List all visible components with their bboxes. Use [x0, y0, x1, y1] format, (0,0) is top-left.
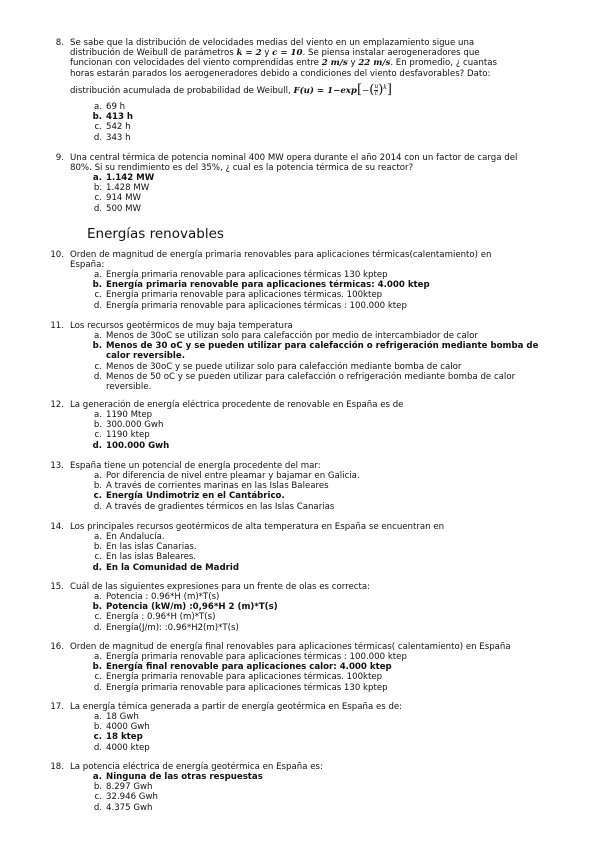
- option-c[interactable]: c. Energía : 0.96*H (m)*T(s): [94, 612, 216, 623]
- option-d[interactable]: d. A través de gradientes térmicos en las Islas Canarias: [93, 501, 335, 512]
- question-text: Cuál de las siguientes expresiones para un frente de olas es correcta:: [70, 582, 371, 592]
- option-c[interactable]: c. Energía primaria renovable para aplicaciones térmicas. 100ktep: [94, 672, 383, 683]
- option-d[interactable]: d. Menos de 50 oC y se pueden utilizar para calefacción o refrigeración mediante bomba de calor reversible.: [93, 371, 516, 393]
- option-b[interactable]: b. 1.428 MW: [93, 183, 150, 194]
- option-b[interactable]: b. Menos de 30 oC y se pueden utilizar para calefacción o refrigeración mediante bomba de calor reversible.: [92, 341, 539, 362]
- option-d[interactable]: d. En la Comunidad de Madrid: [92, 562, 239, 573]
- option-d[interactable]: d. Energía(J/m): :0.96*H2(m)*T(s): [93, 622, 239, 633]
- option-a[interactable]: a. Potencia : 0.96*H (m)*T(s): [94, 592, 220, 602]
- question-text: La generación de energía eléctrica procedente de renovable en España es de: [70, 400, 404, 410]
- option-d[interactable]: d. 100.000 Gwh: [92, 440, 170, 451]
- options: [90, 471, 560, 512]
- question-text: La potencia eléctrica de energía geotérmica en España es:: [70, 762, 323, 772]
- question-number: 8.: [55, 38, 64, 48]
- question-number: 10.: [50, 250, 64, 260]
- option-d[interactable]: d. 500 MW: [93, 203, 142, 214]
- question-text: Orden de magnitud de energía primaria renovables para aplicaciones térmicas(calentamiento) en España:: [70, 250, 492, 271]
- option-b[interactable]: b. 8.297 Gwh: [93, 782, 153, 793]
- options: [90, 270, 560, 311]
- question-number: 15.: [50, 582, 64, 592]
- options: [90, 652, 560, 693]
- option-c[interactable]: c. 1190 ktep: [94, 430, 150, 441]
- options: [90, 592, 560, 633]
- option-b[interactable]: b. Energía primaria renovable para aplicaciones térmicas: 4.000 ktep: [92, 280, 430, 291]
- question-text: Se sabe que la distribución de velocidades medias del viento en un emplazamiento sigue una distribución de Weibull de parámetros k = 2 y c = 10. Se piensa instalar aerogeneradores que funcionan con velocidades del viento comprendidas entre 2 m/s y 22 m/s. En promedio, ¿ cuantas horas estarán parados los aerogeneradores debido a condiciones del viento desfavorables? Dato: distribución acumulada de probabilidad de Weibull, F(u) = 1−exp[−( $\frac{u}{c}$ )$^k$]: [70, 38, 497, 98]
- option-c[interactable]: c. Menos de 30oC y se puede utilizar solo para calefacción mediante bomba de calor: [94, 361, 462, 372]
- option-b[interactable]: b. 300.000 Gwh: [93, 420, 164, 431]
- option-b[interactable]: b. 413 h: [92, 112, 134, 123]
- option-c[interactable]: c. 542 h: [94, 122, 131, 133]
- option-c[interactable]: c. En las islas Baleares.: [94, 552, 197, 563]
- option-a[interactable]: a. 69 h: [94, 102, 126, 112]
- question-text: La energía témica generada a partir de energía geotérmica en España es de:: [70, 702, 403, 712]
- option-b[interactable]: b. Potencia (kW/m) :0,96*H 2 (m)*T(s): [92, 602, 278, 613]
- option-d[interactable]: d. 343 h: [93, 132, 131, 143]
- option-c[interactable]: c. 32.946 Gwh: [94, 792, 158, 803]
- options: [90, 772, 560, 813]
- question-number: 12.: [50, 400, 64, 410]
- question-text: Una central térmica de potencia nominal 400 MW opera durante el año 2014 con un factor de carga del 80%. Si su rendimiento es del 35%, ¿ cual es la potencia térmica de su reactor?: [70, 153, 518, 174]
- options: [90, 712, 560, 753]
- options: [90, 331, 560, 392]
- option-b[interactable]: b. Energía final renovable para aplicaciones calor: 4.000 ktep: [92, 662, 392, 673]
- option-b[interactable]: b. A través de corrientes marinas en las Islas Baleares: [93, 481, 329, 492]
- question-text: Orden de magnitud de energía final renovables para aplicaciones térmicas( calentamiento) en España: [70, 642, 511, 652]
- option-d[interactable]: d. 4.375 Gwh: [93, 802, 153, 813]
- option-b[interactable]: b. En las islas Canarias.: [93, 542, 197, 553]
- question-number: 11.: [50, 321, 64, 331]
- option-b[interactable]: b. 4000 Gwh: [93, 722, 150, 733]
- option-d[interactable]: d. Energía primaria renovable para aplicaciones térmicas : 100.000 ktep: [93, 300, 407, 311]
- question-number: 16.: [50, 642, 64, 652]
- question-number: 9.: [55, 153, 64, 163]
- question-text: Los principales recursos geotérmicos de alta temperatura en España se encuentran en: [70, 522, 445, 532]
- option-a[interactable]: a. Ninguna de las otras respuestas: [92, 772, 263, 782]
- options: [90, 102, 560, 143]
- question-text: España tiene un potencial de energía procedente del mar:: [70, 461, 321, 471]
- option-d[interactable]: d. Energía primaria renovable para aplicaciones térmicas 130 kptep: [93, 682, 388, 693]
- option-a[interactable]: a. Energía primaria renovable para aplicaciones térmicas : 100.000 ktep: [94, 652, 407, 662]
- question-number: 13.: [50, 461, 64, 471]
- question-number: 17.: [50, 702, 64, 712]
- option-a[interactable]: a. En Andalucía.: [94, 532, 165, 542]
- option-a[interactable]: a. Menos de 30oC se utilizan solo para calefacción por medio de intercambiador de calor: [94, 331, 478, 341]
- section-title: Energías renovables: [87, 226, 224, 242]
- options: [90, 532, 560, 573]
- option-c[interactable]: c. 914 MW: [94, 193, 142, 204]
- option-a[interactable]: a. Energía primaria renovable para aplicaciones térmicas 130 kptep: [94, 270, 388, 280]
- option-a[interactable]: a. 18 Gwh: [94, 712, 139, 722]
- option-c[interactable]: c. Energía primaria renovable para aplicaciones térmicas. 100ktep: [94, 290, 383, 301]
- question-number: 14.: [50, 522, 64, 532]
- options: [90, 173, 560, 214]
- options: [90, 410, 560, 451]
- option-c[interactable]: c. Energía Undimotriz en el Cantábrico.: [93, 491, 285, 502]
- option-a[interactable]: a. 1.142 MW: [92, 173, 155, 183]
- question-text: Los recursos geotérmicos de muy baja temperatura: [70, 321, 293, 331]
- option-d[interactable]: d. 4000 ktep: [93, 742, 150, 753]
- weibull-formula: F(u) = 1−exp[−( $\frac{u}{c}$ )$^k$]: [293, 82, 392, 98]
- option-a[interactable]: a. Por diferencia de nivel entre pleamar y bajamar en Galicia.: [94, 471, 360, 481]
- option-a[interactable]: a. 1190 Mtep: [94, 410, 153, 420]
- option-c[interactable]: c. 18 ktep: [93, 732, 143, 743]
- question-number: 18.: [50, 762, 64, 772]
